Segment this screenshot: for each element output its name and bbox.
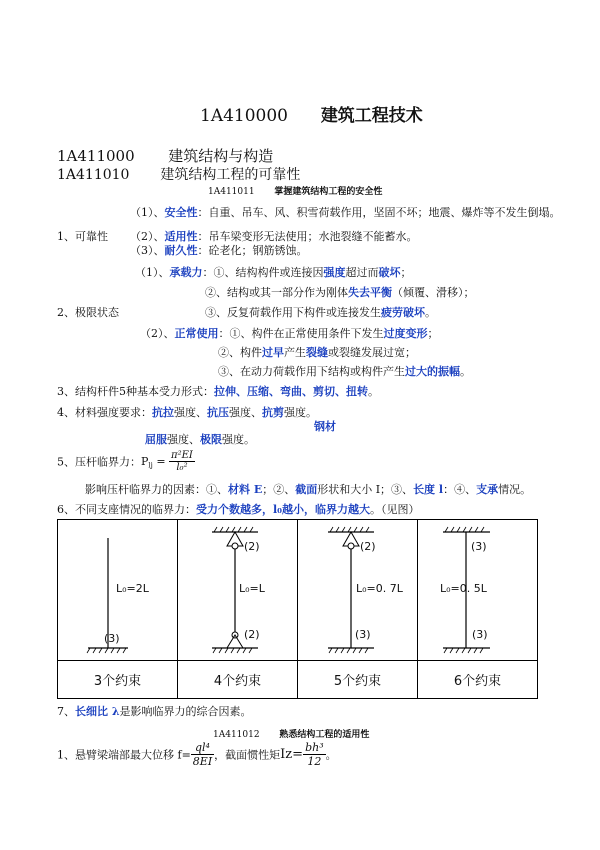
reliability-item-1: （1）、安全性：自重、吊车、风、积雪荷载作用，坚固不坏；地震、爆炸等不发生倒塌。	[130, 206, 561, 219]
subsection-code: 1A411010	[57, 167, 130, 183]
material-steel-line: 屈服强度、极限强度。	[145, 433, 255, 446]
supports-table	[57, 519, 538, 699]
bottom-constraint-2: (2)	[244, 628, 260, 641]
topic1-code: 1A411011	[208, 187, 255, 197]
reliability-item-3: （3）、耐久性：砼老化；钢筋锈蚀。	[130, 244, 308, 257]
limit-use-line3: ③、在动力荷载作用下结构或构件产生过大的振幅。	[218, 365, 471, 378]
topic2-code: 1A411012	[213, 730, 260, 740]
bottom-constraint-1: (3)	[104, 632, 120, 645]
top-constraint-4: (3)	[471, 540, 487, 553]
support-cell-2	[178, 520, 298, 661]
subsection-heading	[57, 164, 300, 184]
slenderness-line: 7、长细比 λ是影响临界力的综合因素。	[57, 705, 252, 718]
limit-use-line1: （2）、正常使用：①、构件在正常使用条件下发生过度变形；	[140, 327, 439, 340]
column-diagram-2	[178, 520, 297, 660]
limit-capacity-line2: ②、结构或其一部分作为刚体失去平衡（倾覆、滑移）；	[205, 286, 475, 299]
subsection-text: 建筑结构工程的可靠性	[160, 167, 301, 183]
topic2-text: 熟悉结构工程的适用性	[279, 730, 370, 740]
length-label-2: L₀=L	[239, 582, 265, 595]
caption-3: 5个约束	[298, 661, 418, 699]
reliability-item-2: （2）、适用性：吊车梁变形无法使用；水池裂缝不能蓄水。	[130, 230, 418, 243]
caption-4: 6个约束	[418, 661, 538, 699]
limit-capacity-line3: ③、反复荷载作用下构件或连接发生疲劳破坏。	[205, 306, 436, 319]
top-constraint-2: (2)	[244, 540, 260, 553]
limit-use-line2: ②、构件过早产生裂缝或裂缝发展过宽；	[218, 346, 416, 359]
support-cell-4	[418, 520, 538, 661]
title-code: 1A410000	[200, 106, 288, 126]
length-label-1: L₀=2L	[116, 582, 149, 595]
section-heading	[57, 145, 273, 166]
title-text: 建筑工程技术	[320, 106, 423, 126]
deflection-denominator: 8EI	[192, 755, 213, 768]
inertia-numerator: bh³	[305, 741, 324, 754]
limit-label: 2、极限状态	[57, 306, 119, 319]
topic1-text: 掌握建筑结构工程的安全性	[274, 187, 383, 197]
cantilever-formula: 1、悬臂梁端部最大位移 f= $\frac{\text{ql⁴}}{8EI}$ ，截面惯性矩Iz= $\frac{\text{bh³}}{12}$ 。	[57, 741, 337, 768]
caption-1: 3个约束	[58, 661, 178, 699]
topic1-heading	[208, 184, 382, 197]
critical-denominator: l₀²	[176, 462, 188, 473]
length-label-3: L₀=0. 7L	[356, 582, 403, 595]
inertia-denominator: 12	[307, 755, 322, 768]
critical-factors: 影响压杆临界力的因素：①、材料 E；②、截面形状和大小 I；③、长度 l：④、支承情况。	[85, 483, 532, 496]
supports-intro: 6、不同支座情况的临界力：受力个数越多，l₀越小，临界力越大。（见图）	[57, 503, 420, 516]
deflection-numerator: ql⁴	[191, 741, 214, 755]
section-code: 1A411000	[57, 147, 135, 165]
length-label-4: L₀=0. 5L	[440, 582, 487, 595]
bottom-constraint-4: (3)	[472, 628, 488, 641]
section-text: 建筑结构与构造	[168, 147, 274, 165]
bottom-constraint-3: (3)	[355, 628, 371, 641]
material-steel-label: 钢材	[314, 420, 336, 433]
support-cell-1	[58, 520, 178, 661]
critical-numerator: π²EI	[171, 450, 193, 461]
caption-2: 4个约束	[178, 661, 298, 699]
critical-formula: 5、压杆临界力：$P_{lj}$ = $\frac{\text{π²EI}}{\text{l₀²}}$	[57, 450, 193, 473]
topic2-heading	[213, 727, 369, 740]
page-title	[200, 101, 423, 126]
support-cell-3	[298, 520, 418, 661]
reliability-label: 1、可靠性	[57, 230, 108, 243]
limit-capacity-line1: （1）、承载力：①、结构构件或连接因强度超过而破坏；	[135, 266, 412, 279]
material-line: 4、材料强度要求：抗拉强度、抗压强度、抗剪强度。	[57, 406, 317, 419]
top-constraint-3: (2)	[360, 540, 376, 553]
forces-line: 3、结构杆件5种基本受力形式：拉伸、压缩、弯曲、剪切、扭转。	[57, 385, 379, 398]
